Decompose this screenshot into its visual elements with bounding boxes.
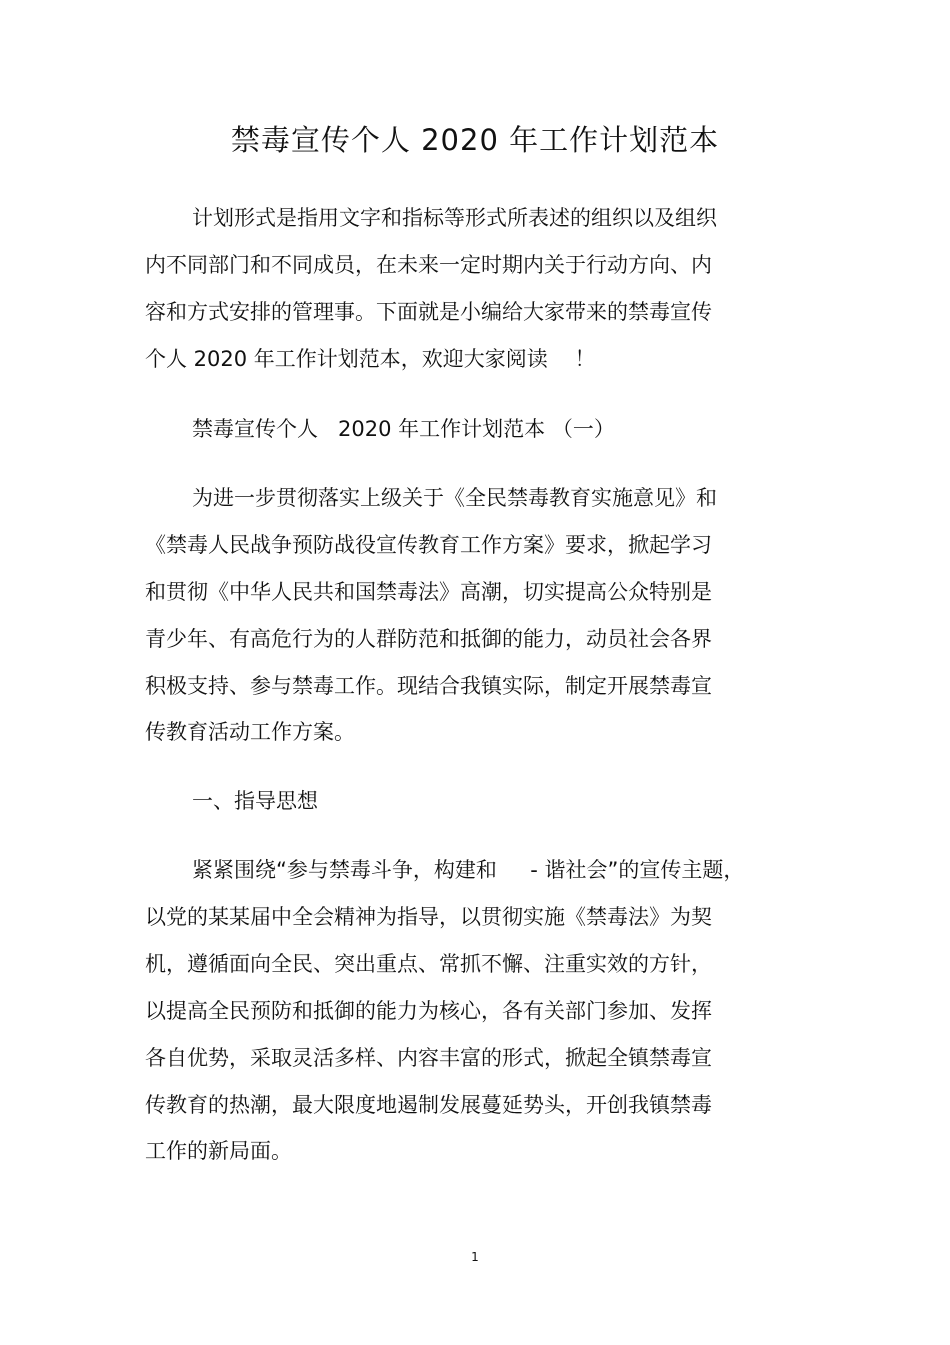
intro-line-1: 计划形式是指用文字和指标等形式所表述的组织以及组织 (192, 206, 717, 230)
page-number: 1 (471, 1250, 479, 1264)
paragraph2-line-4: 以提高全民预防和抵御的能力为核心，各有关部门参加、发挥 (145, 999, 712, 1023)
paragraph2-line-3: 机，遵循面向全民、突出重点、常抓不懈、注重实效的方针， (145, 952, 712, 976)
intro-line-4: 个人 2020 年工作计划范本，欢迎大家阅读 ！ (145, 347, 596, 371)
paragraph2-line-6: 传教育的热潮，最大限度地遏制发展蔓延势头，开创我镇禁毒 (145, 1093, 712, 1117)
paragraph1-line-5: 积极支持、参与禁毒工作。现结合我镇实际，制定开展禁毒宣 (145, 674, 712, 698)
paragraph1-line-4: 青少年、有高危行为的人群防范和抵御的能力，动员社会各界 (145, 627, 712, 651)
intro-line-2: 内不同部门和不同成员，在未来一定时期内关于行动方向、内 (145, 253, 712, 277)
document-title: 禁毒宣传个人 2020 年工作计划范本 (230, 123, 720, 157)
paragraph2-line-5: 各自优势，采取灵活多样、内容丰富的形式，掀起全镇禁毒宣 (145, 1046, 712, 1070)
paragraph2-line-7: 工作的新局面。 (145, 1139, 292, 1163)
intro-line-3: 容和方式安排的管理事。下面就是小编给大家带来的禁毒宣传 (145, 300, 712, 324)
paragraph2-line-2: 以党的某某届中全会精神为指导，以贯彻实施《禁毒法》为契 (145, 905, 712, 929)
section-heading-guiding-ideology: 一、指导思想 (192, 789, 318, 813)
paragraph1-line-6: 传教育活动工作方案。 (145, 720, 355, 744)
paragraph1-line-3: 和贯彻《中华人民共和国禁毒法》高潮，切实提高公众特别是 (145, 580, 712, 604)
paragraph2-line-1: 紧紧围绕“参与禁毒斗争，构建和 - 谐社会”的宣传主题， (192, 858, 745, 882)
plan-subtitle: 禁毒宣传个人 2020 年工作计划范本 （一） (192, 417, 615, 441)
paragraph1-line-2: 《禁毒人民战争预防战役宣传教育工作方案》要求，掀起学习 (145, 533, 712, 557)
paragraph1-line-1: 为进一步贯彻落实上级关于《全民禁毒教育实施意见》和 (192, 486, 717, 510)
